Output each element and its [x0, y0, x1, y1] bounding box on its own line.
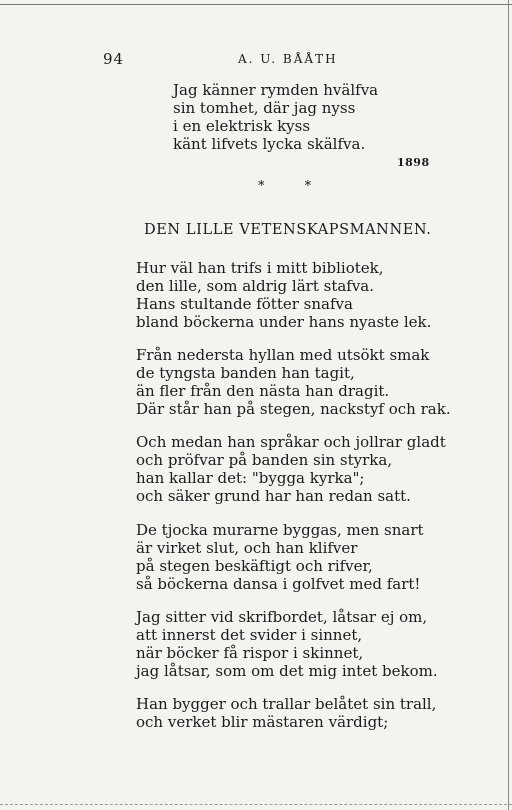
verse-line: de tyngsta banden han tagit, [136, 364, 355, 382]
verse-line: Där står han på stegen, nackstyf och rak. [136, 400, 451, 418]
verse-line: är virket slut, och han klifver [136, 539, 358, 557]
section-ornament: * * [258, 179, 330, 194]
verse-line: bland böckerna under hans nyaste lek. [136, 313, 432, 331]
verse-line: i en elektrisk kyss [173, 117, 311, 135]
verse-line: och pröfvar på banden sin styrka, [136, 451, 393, 469]
verse-line: och säker grund har han redan satt. [136, 487, 411, 505]
verse-line: att innerst det svider i sinnet, [136, 626, 363, 644]
verse-line: känt lifvets lycka skälfva. [173, 135, 366, 153]
stanza-3 [136, 433, 446, 505]
previous-poem-ending [173, 81, 378, 153]
verse-line: Hur väl han trifs i mitt bibliotek, [136, 259, 384, 277]
verse-line: sin tomhet, där jag nyss [173, 99, 356, 117]
verse-line: än fler från den nästa han dragit. [136, 382, 390, 400]
page-number: 94 [103, 50, 125, 68]
stanza-6 [136, 695, 436, 731]
verse-line: De tjocka murarne byggas, men snart [136, 521, 424, 539]
verse-line: och verket blir mästaren värdigt; [136, 713, 389, 731]
page-bottom-edge [0, 804, 512, 805]
stanza-5 [136, 608, 438, 680]
page-right-edge [508, 0, 509, 810]
poem-date: 1898 [397, 156, 430, 169]
verse-line: Jag känner rymden hvälfva [173, 81, 379, 99]
stanza-2 [136, 346, 451, 418]
verse-line: Han bygger och trallar belåtet sin trall, [136, 695, 437, 713]
verse-line: så böckerna dansa i golfvet med fart! [136, 575, 421, 593]
verse-line: Och medan han språkar och jollrar gladt [136, 433, 446, 451]
stanza-1 [136, 259, 431, 331]
verse-line: Jag sitter vid skrifbordet, låtsar ej om, [136, 608, 428, 626]
verse-line: Från nedersta hyllan med utsökt smak [136, 346, 430, 364]
verse-line: han kallar det: "bygga kyrka"; [136, 469, 365, 487]
verse-line: när böcker få rispor i skinnet, [136, 644, 364, 662]
verse-line: jag låtsar, som om det mig intet bekom. [136, 662, 438, 680]
stanza-4 [136, 521, 424, 593]
running-head: A. U. BÅÅTH [238, 52, 338, 66]
verse-line: på stegen beskäftigt och rifver, [136, 557, 373, 575]
verse-line: Hans stultande fötter snafva [136, 295, 353, 313]
poem-title: DEN LILLE VETENSKAPSMANNEN. [144, 222, 432, 238]
verse-line: den lille, som aldrig lärt stafva. [136, 277, 375, 295]
page-top-edge [0, 4, 512, 5]
